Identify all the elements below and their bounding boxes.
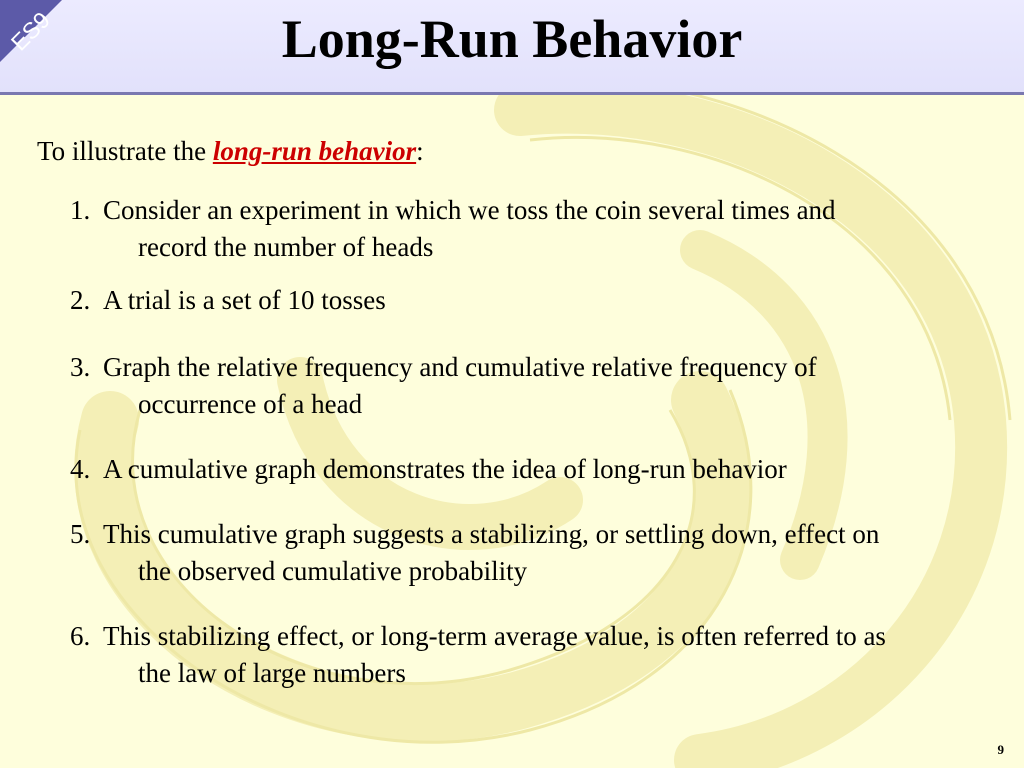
list-item-text: A trial is a set of 10 tosses bbox=[103, 285, 386, 315]
list-item-text: This stabilizing effect, or long-term average value, is often referred to as the law of large numbers bbox=[103, 621, 886, 688]
list-item-text: A cumulative graph demonstrates the idea of long-run behavior bbox=[103, 454, 787, 484]
intro-emphasis: long-run behavior bbox=[212, 136, 417, 166]
slide-header bbox=[0, 0, 1024, 95]
list-item-number: 1. bbox=[70, 195, 91, 225]
list-item-number: 6. bbox=[70, 621, 91, 651]
list-item bbox=[70, 192, 910, 266]
list-item-number: 2. bbox=[70, 285, 91, 315]
list-item bbox=[70, 516, 910, 590]
list-item bbox=[70, 451, 910, 488]
intro-prefix: To illustrate the bbox=[37, 136, 213, 166]
list-item-text: Graph the relative frequency and cumulative relative frequency of occurrence of a head bbox=[103, 352, 817, 419]
page-number: 9 bbox=[997, 742, 1004, 757]
list-item-text: Consider an experiment in which we toss the coin several times and record the number of heads bbox=[103, 195, 836, 262]
slide-title: Long-Run Behavior bbox=[281, 9, 743, 69]
list-item-number: 4. bbox=[70, 454, 91, 484]
intro-line bbox=[37, 136, 424, 167]
list-item bbox=[70, 349, 910, 423]
list-item-number: 3. bbox=[70, 352, 91, 382]
list-item bbox=[70, 618, 910, 692]
corner-badge-label: ES9 bbox=[5, 6, 55, 56]
numbered-list bbox=[70, 192, 910, 692]
list-item bbox=[70, 282, 910, 319]
list-item-text: This cumulative graph suggests a stabilizing, or settling down, effect on the observed cumulative probability bbox=[103, 519, 880, 586]
intro-suffix: : bbox=[416, 136, 424, 166]
list-item-number: 5. bbox=[70, 519, 91, 549]
